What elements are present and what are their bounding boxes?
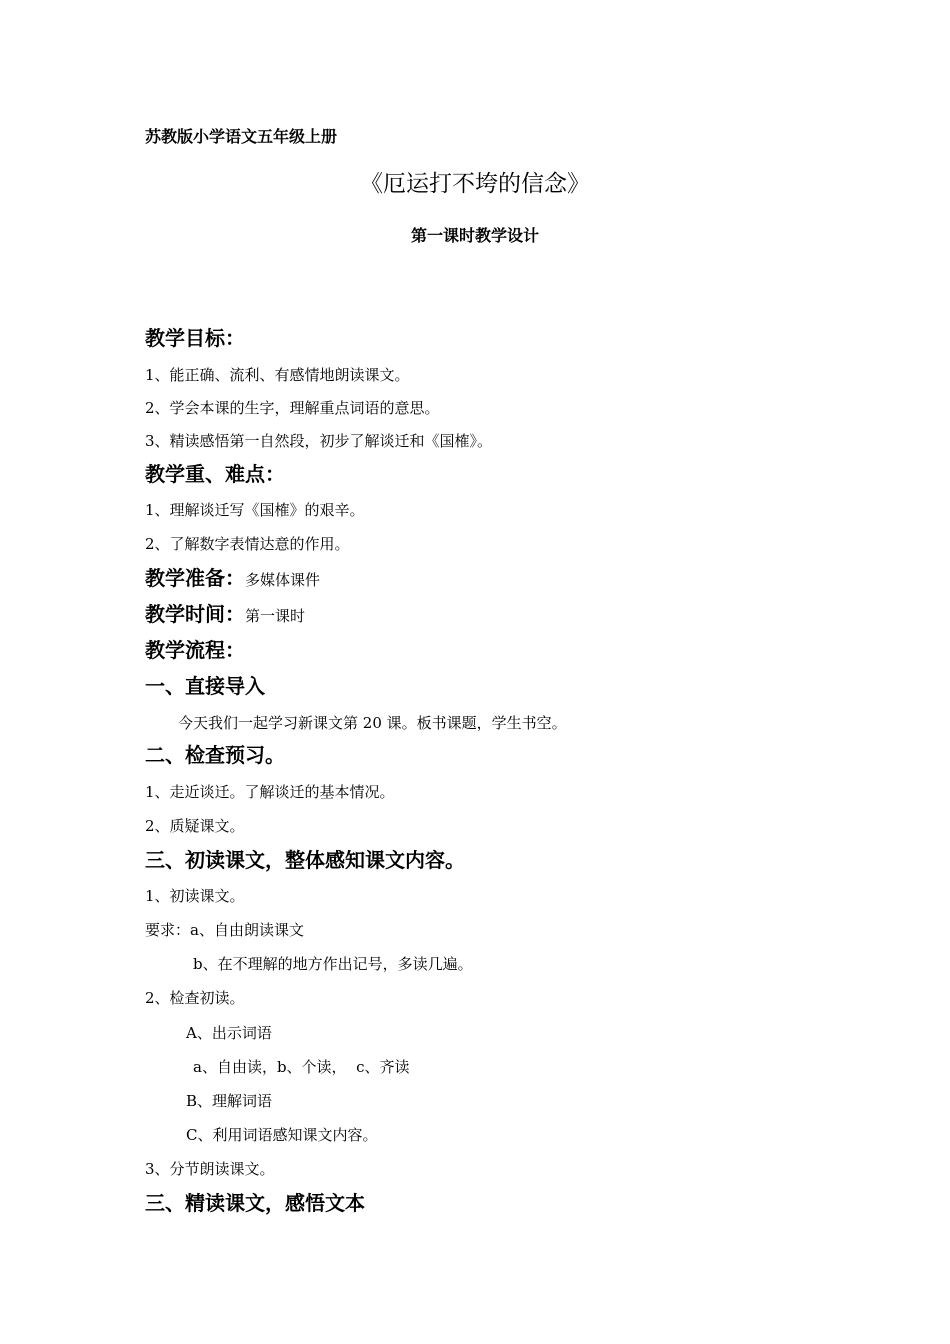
section2-item: 2、质疑课文。 xyxy=(145,817,245,835)
goals-heading: 教学目标： xyxy=(145,326,245,350)
section3-line: A、出示词语 xyxy=(186,1024,272,1042)
prep-label: 教学准备： xyxy=(145,566,245,590)
section3-line: 2、检查初读。 xyxy=(145,989,245,1007)
section1-text: 今天我们一起学习新课文第 20 课。板书课题，学生书空。 xyxy=(178,714,567,732)
document-subtitle: 苏教版小学语文五年级上册 xyxy=(145,127,338,146)
time-line xyxy=(145,602,305,628)
section3-line: C、利用词语感知课文内容。 xyxy=(186,1126,378,1144)
section3-line: 3、分节朗读课文。 xyxy=(145,1160,275,1178)
section3-line: B、理解词语 xyxy=(186,1092,273,1110)
section1-heading: 一、直接导入 xyxy=(145,674,265,698)
lesson-title: 第一课时教学设计 xyxy=(410,226,539,245)
key-point-item: 1、理解谈迁写《国榷》的艰辛。 xyxy=(145,501,365,519)
prep-line xyxy=(145,566,320,592)
prep-value: 多媒体课件 xyxy=(245,571,321,589)
section3-heading: 三、初读课文，整体感知课文内容。 xyxy=(145,848,465,872)
section3-line: b、在不理解的地方作出记号，多读几遍。 xyxy=(193,955,473,973)
goal-item: 3、精读感悟第一自然段，初步了解谈迁和《国榷》。 xyxy=(145,432,493,450)
time-value: 第一课时 xyxy=(245,607,306,625)
section3-line: a、自由读，b、个读， c、齐读 xyxy=(193,1058,410,1076)
goal-item: 1、能正确、流利、有感情地朗读课文。 xyxy=(145,366,410,384)
document-title: 《厄运打不垮的信念》 xyxy=(360,171,590,197)
goal-item: 2、学会本课的生字，理解重点词语的意思。 xyxy=(145,399,440,417)
section4-heading: 三、精读课文，感悟文本 xyxy=(145,1191,365,1215)
key-point-item: 2、了解数字表情达意的作用。 xyxy=(145,535,350,553)
section2-heading: 二、检查预习。 xyxy=(145,743,285,767)
key-points-heading: 教学重、难点： xyxy=(145,462,285,486)
section3-line: 1、初读课文。 xyxy=(145,887,245,905)
time-label: 教学时间： xyxy=(145,602,245,626)
flow-heading: 教学流程： xyxy=(145,638,245,662)
section3-line: 要求：a、自由朗读课文 xyxy=(145,921,304,939)
section2-item: 1、走近谈迁。了解谈迁的基本情况。 xyxy=(145,783,395,801)
